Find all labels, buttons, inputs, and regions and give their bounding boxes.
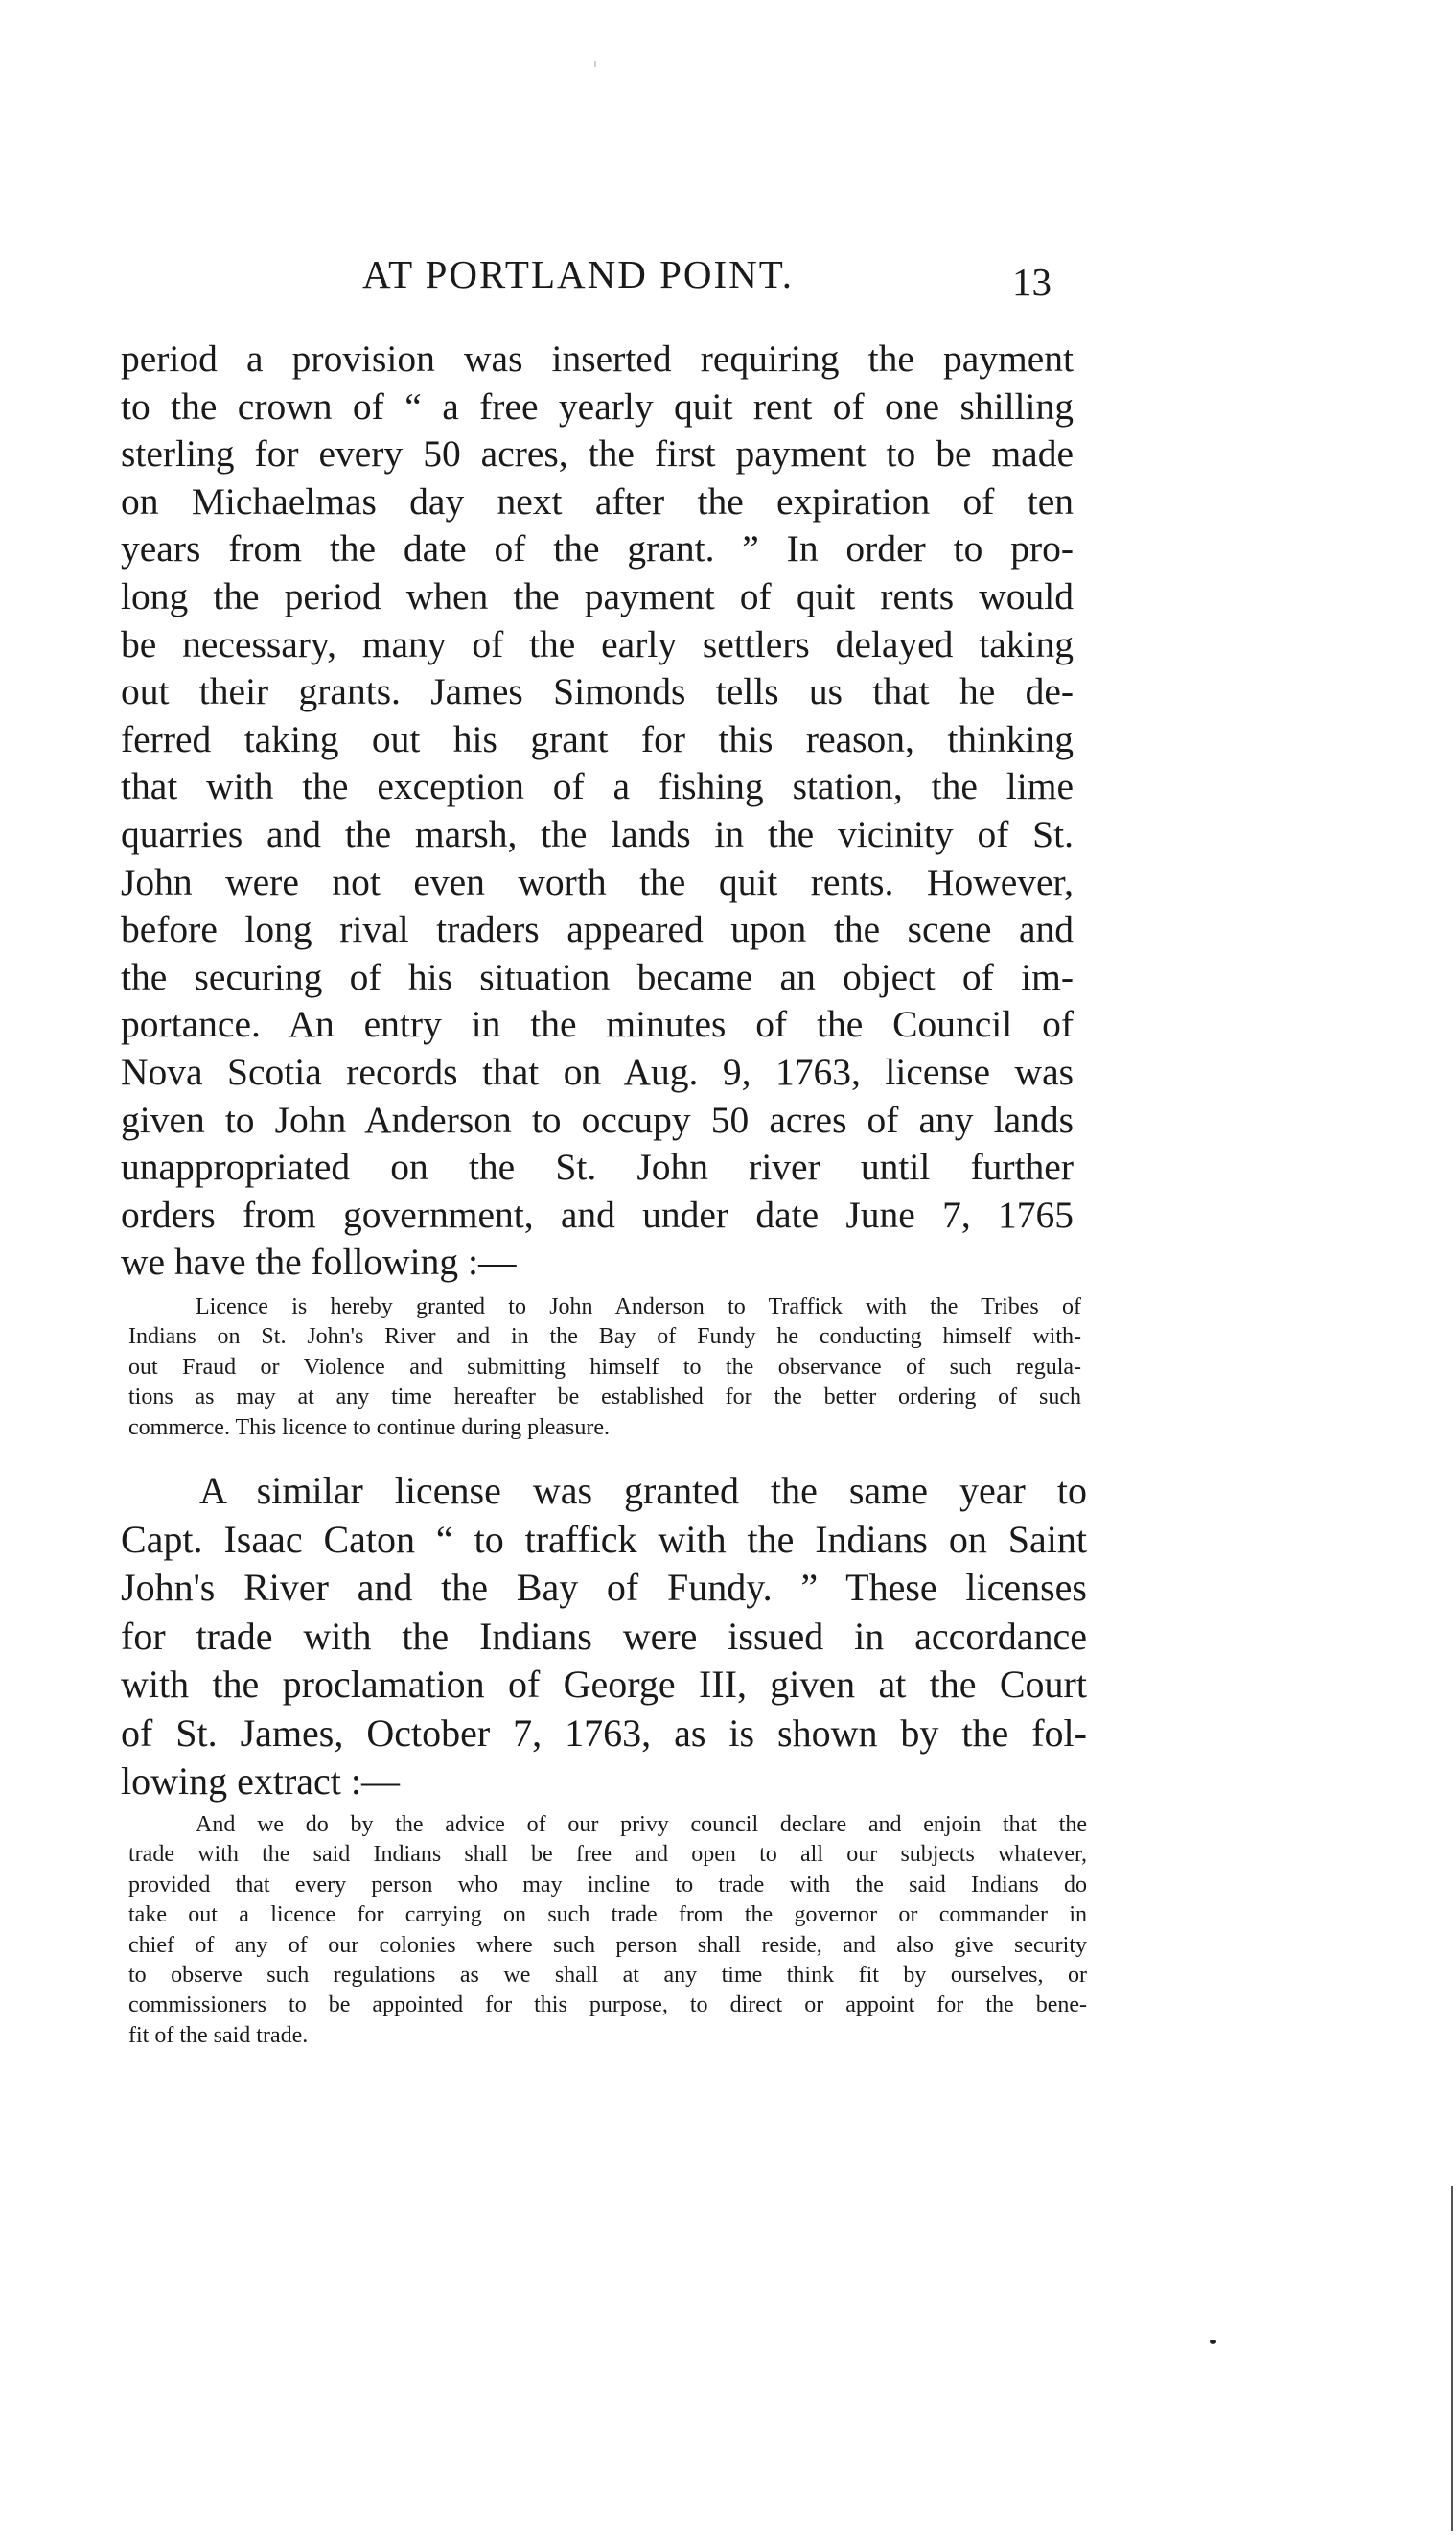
text-line: before long rival traders appeared upon the scene and (121, 908, 1074, 951)
text-line: on Michaelmas day next after the expiration of ten (121, 479, 1074, 523)
text-line: A similar license was granted the same year to (199, 1469, 1087, 1512)
text-line: Nova Scotia records that on Aug. 9, 1763, license was (121, 1050, 1074, 1093)
text-line: John were not even worth the quit rents. However, (121, 860, 1074, 903)
text-line: be necessary, many of the early settlers delayed taking (121, 622, 1074, 665)
text-line: portance. An entry in the minutes of the Council of (121, 1003, 1074, 1046)
text-line: that with the exception of a fishing station, the lime (121, 765, 1074, 808)
text-line: orders from government, and under date June 7, 1765 (121, 1193, 1074, 1236)
quote-line: to observe such regulations as we shall at any time think fit by ourselves, or (128, 1962, 1087, 1988)
quote-line: out Fraud or Violence and submitting himself to the observance of such regula- (128, 1354, 1081, 1380)
text-line: to the crown of “ a free yearly quit rent of one shilling (121, 384, 1074, 428)
paragraph-1 (121, 336, 1074, 1287)
running-head (121, 251, 1079, 309)
text-line: for trade with the Indians were issued in accordance (121, 1614, 1087, 1658)
quote-line: chief of any of our colonies where such person shall reside, and also give security (128, 1932, 1087, 1958)
text-line: the securing of his situation became an object of im- (121, 955, 1074, 998)
quote-line: And we do by the advice of our privy council declare and enjoin that the (196, 1812, 1087, 1837)
page-number: 13 (1012, 260, 1052, 304)
page-edge-shadow (1451, 2186, 1453, 2531)
quote-line: Indians on St. John's River and in the Bay of Fundy he conducting himself with- (128, 1324, 1081, 1350)
text-line: unappropriated on the St. John river until further (121, 1146, 1074, 1189)
paragraph-2 (121, 1467, 1087, 1806)
quote-line: commissioners to be appointed for this purpose, to direct or appoint for the bene- (128, 1992, 1087, 2018)
text-line: we have the following :— (121, 1241, 517, 1284)
quote-line: commerce. This licence to continue during pleasure. (128, 1414, 611, 1440)
quote-line: tions as may at any time hereafter be established for the better ordering of such (128, 1385, 1081, 1410)
quote-line: fit of the said trade. (128, 2022, 309, 2048)
quote-line: provided that every person who may incline to trade with the said Indians do (128, 1872, 1087, 1898)
text-line: quarries and the marsh, the lands in the vicinity of St. (121, 812, 1074, 855)
running-title: AT PORTLAND POINT. (362, 252, 795, 296)
text-line: ferred taking out his grant for this reason, thinking (121, 717, 1074, 760)
quote-line: take out a licence for carrying on such trade from the governor or commander in (128, 1902, 1087, 1928)
text-line: period a provision was inserted requiring the payment (121, 338, 1074, 380)
block-quote-licence (128, 1292, 1081, 1443)
text-line: John's River and the Bay of Fundy. ” These licenses (121, 1566, 1087, 1609)
scan-mark (594, 61, 596, 67)
quote-line: Licence is hereby granted to John Anderson to Traffick with the Tribes of (196, 1294, 1081, 1319)
text-line: out their grants. James Simonds tells us that he de- (121, 670, 1074, 713)
quote-line: trade with the said Indians shall be free and open to all our subjects whatever, (128, 1842, 1087, 1868)
ink-speck (1210, 2340, 1216, 2344)
text-line: sterling for every 50 acres, the first payment to be made (121, 432, 1074, 476)
text-line: of St. James, October 7, 1763, as is shown by the fol- (121, 1711, 1087, 1755)
text-line: lowing extract :— (121, 1759, 401, 1803)
text-line: long the period when the payment of quit rents would (121, 574, 1074, 617)
text-line: given to John Anderson to occupy 50 acres of any lands (121, 1098, 1074, 1141)
text-line: Capt. Isaac Caton “ to traffick with the Indians on Saint (121, 1517, 1087, 1561)
text-line: years from the date of the grant. ” In order to pro- (121, 527, 1074, 570)
text-line: with the proclamation of George III, given at the Court (121, 1663, 1087, 1706)
block-quote-proclamation (128, 1810, 1087, 2051)
